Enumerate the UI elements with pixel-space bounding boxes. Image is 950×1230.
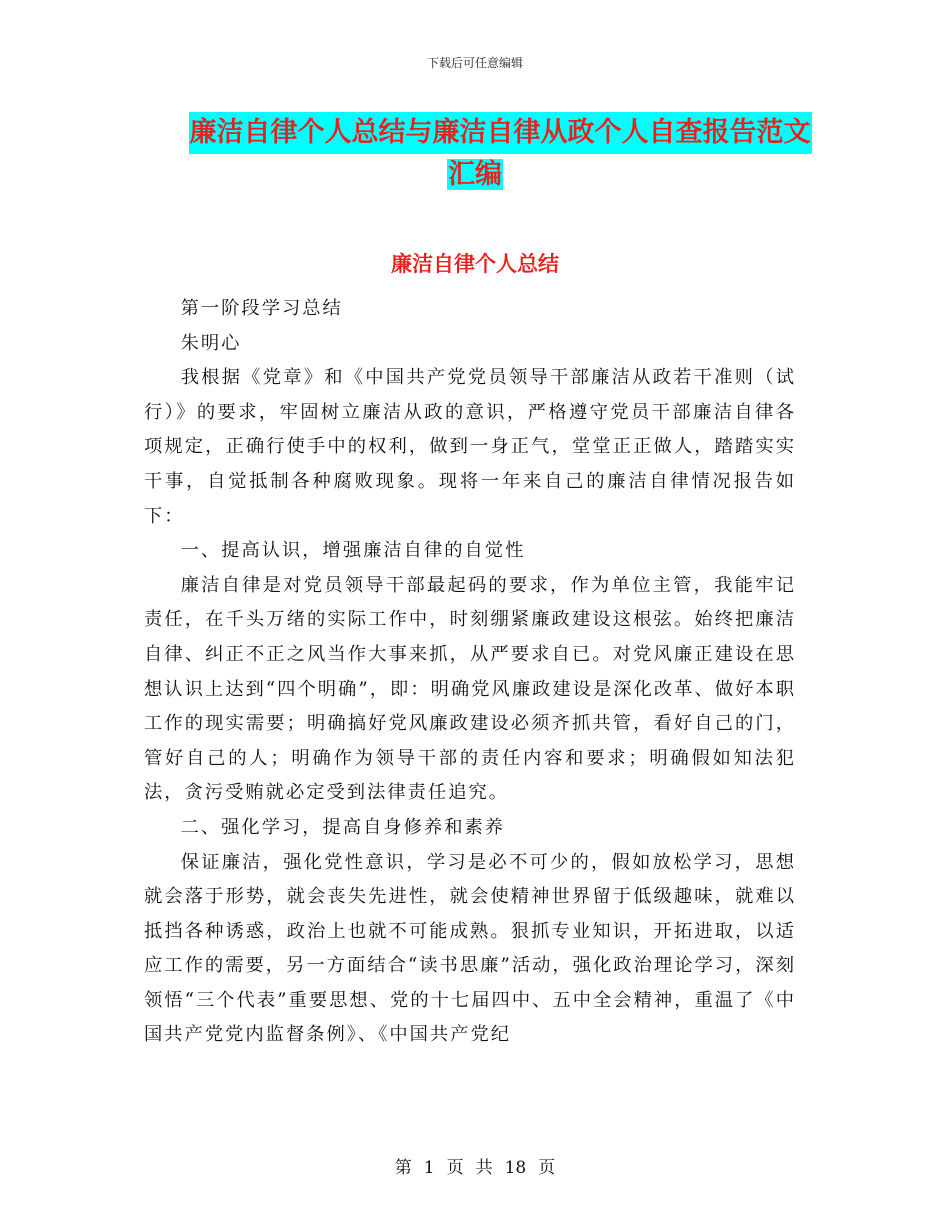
paragraph-heading-2: 二、强化学习，提高自身修养和素养 (180, 816, 506, 838)
page-footer (0, 1153, 950, 1178)
section-title: 廉洁自律个人总结 (391, 252, 559, 276)
footer-page-mid: 页 (446, 1158, 464, 1178)
paragraph-body-1: 廉洁自律是对党员领导干部最起码的要求，作为单位主管，我能牢记责任，在千头万绪的实际工作中，时刻绷紧廉政建设这根弦。始终把廉洁自律、纠正不正之风当作大事来抓，从严要求自已。对党风廉正建设在思想认识上达到“四个明确”，即：明确党风廉政建设是深化改革、做好本职工作的现实需要；明确搞好党风廉政建设必须齐抓共管，看好自己的门，管好自己的人；明确作为领导干部的责任内容和要求；明确假如知法犯法，贪污受贿就必定受到法律责任追究。 (144, 574, 796, 804)
document-title-line-2: 汇编 (448, 159, 502, 190)
paragraph-stage-heading: 第一阶段学习总结 (180, 298, 343, 319)
footer-page-number: 1 (423, 1158, 435, 1178)
footer-total-pages: 18 (504, 1158, 527, 1178)
paragraph-author: 朱明心 (180, 332, 242, 354)
document-title-line-1: 廉洁自律个人总结与廉洁自律从政个人自查报告范文 (189, 112, 812, 154)
header-note: 下载后可任意编辑 (426, 56, 523, 70)
document-title (0, 112, 950, 196)
paragraph-heading-1: 一、提高认识，增强廉洁自律的自觉性 (180, 540, 526, 562)
footer-page-prefix: 第 (394, 1158, 412, 1178)
paragraph-body-2: 保证廉洁，强化党性意识，学习是必不可少的，假如放松学习，思想就会落于形势，就会丧失先进性，就会使精神世界留于低级趣味，就难以抵挡各种诱惑，政治上也就不可能成熟。狠抓专业知识，开拓进取，以适应工作的需要，另一方面结合“读书思廉”活动，强化政治理论学习，深刻领悟“三个代表”重要思想、党的十七届四中、五中全会精神，重温了《中国共产党党内监督条例》、《中国共产党纪 (144, 851, 796, 1046)
footer-total-prefix: 共 (475, 1158, 493, 1178)
document-body (144, 292, 796, 1053)
footer-total-suffix: 页 (538, 1158, 556, 1178)
paragraph-intro: 我根据《党章》和《中国共产党党员领导干部廉洁从政若干准则（试行）》的要求，牢固树立廉洁从政的意识，严格遵守党员干部廉洁自律各项规定，正确行使手中的权利，做到一身正气，堂堂正正做人，踏踏实实干事，自觉抵制各种腐败现象。现将一年来自己的廉洁自律情况报告如下： (144, 367, 796, 527)
